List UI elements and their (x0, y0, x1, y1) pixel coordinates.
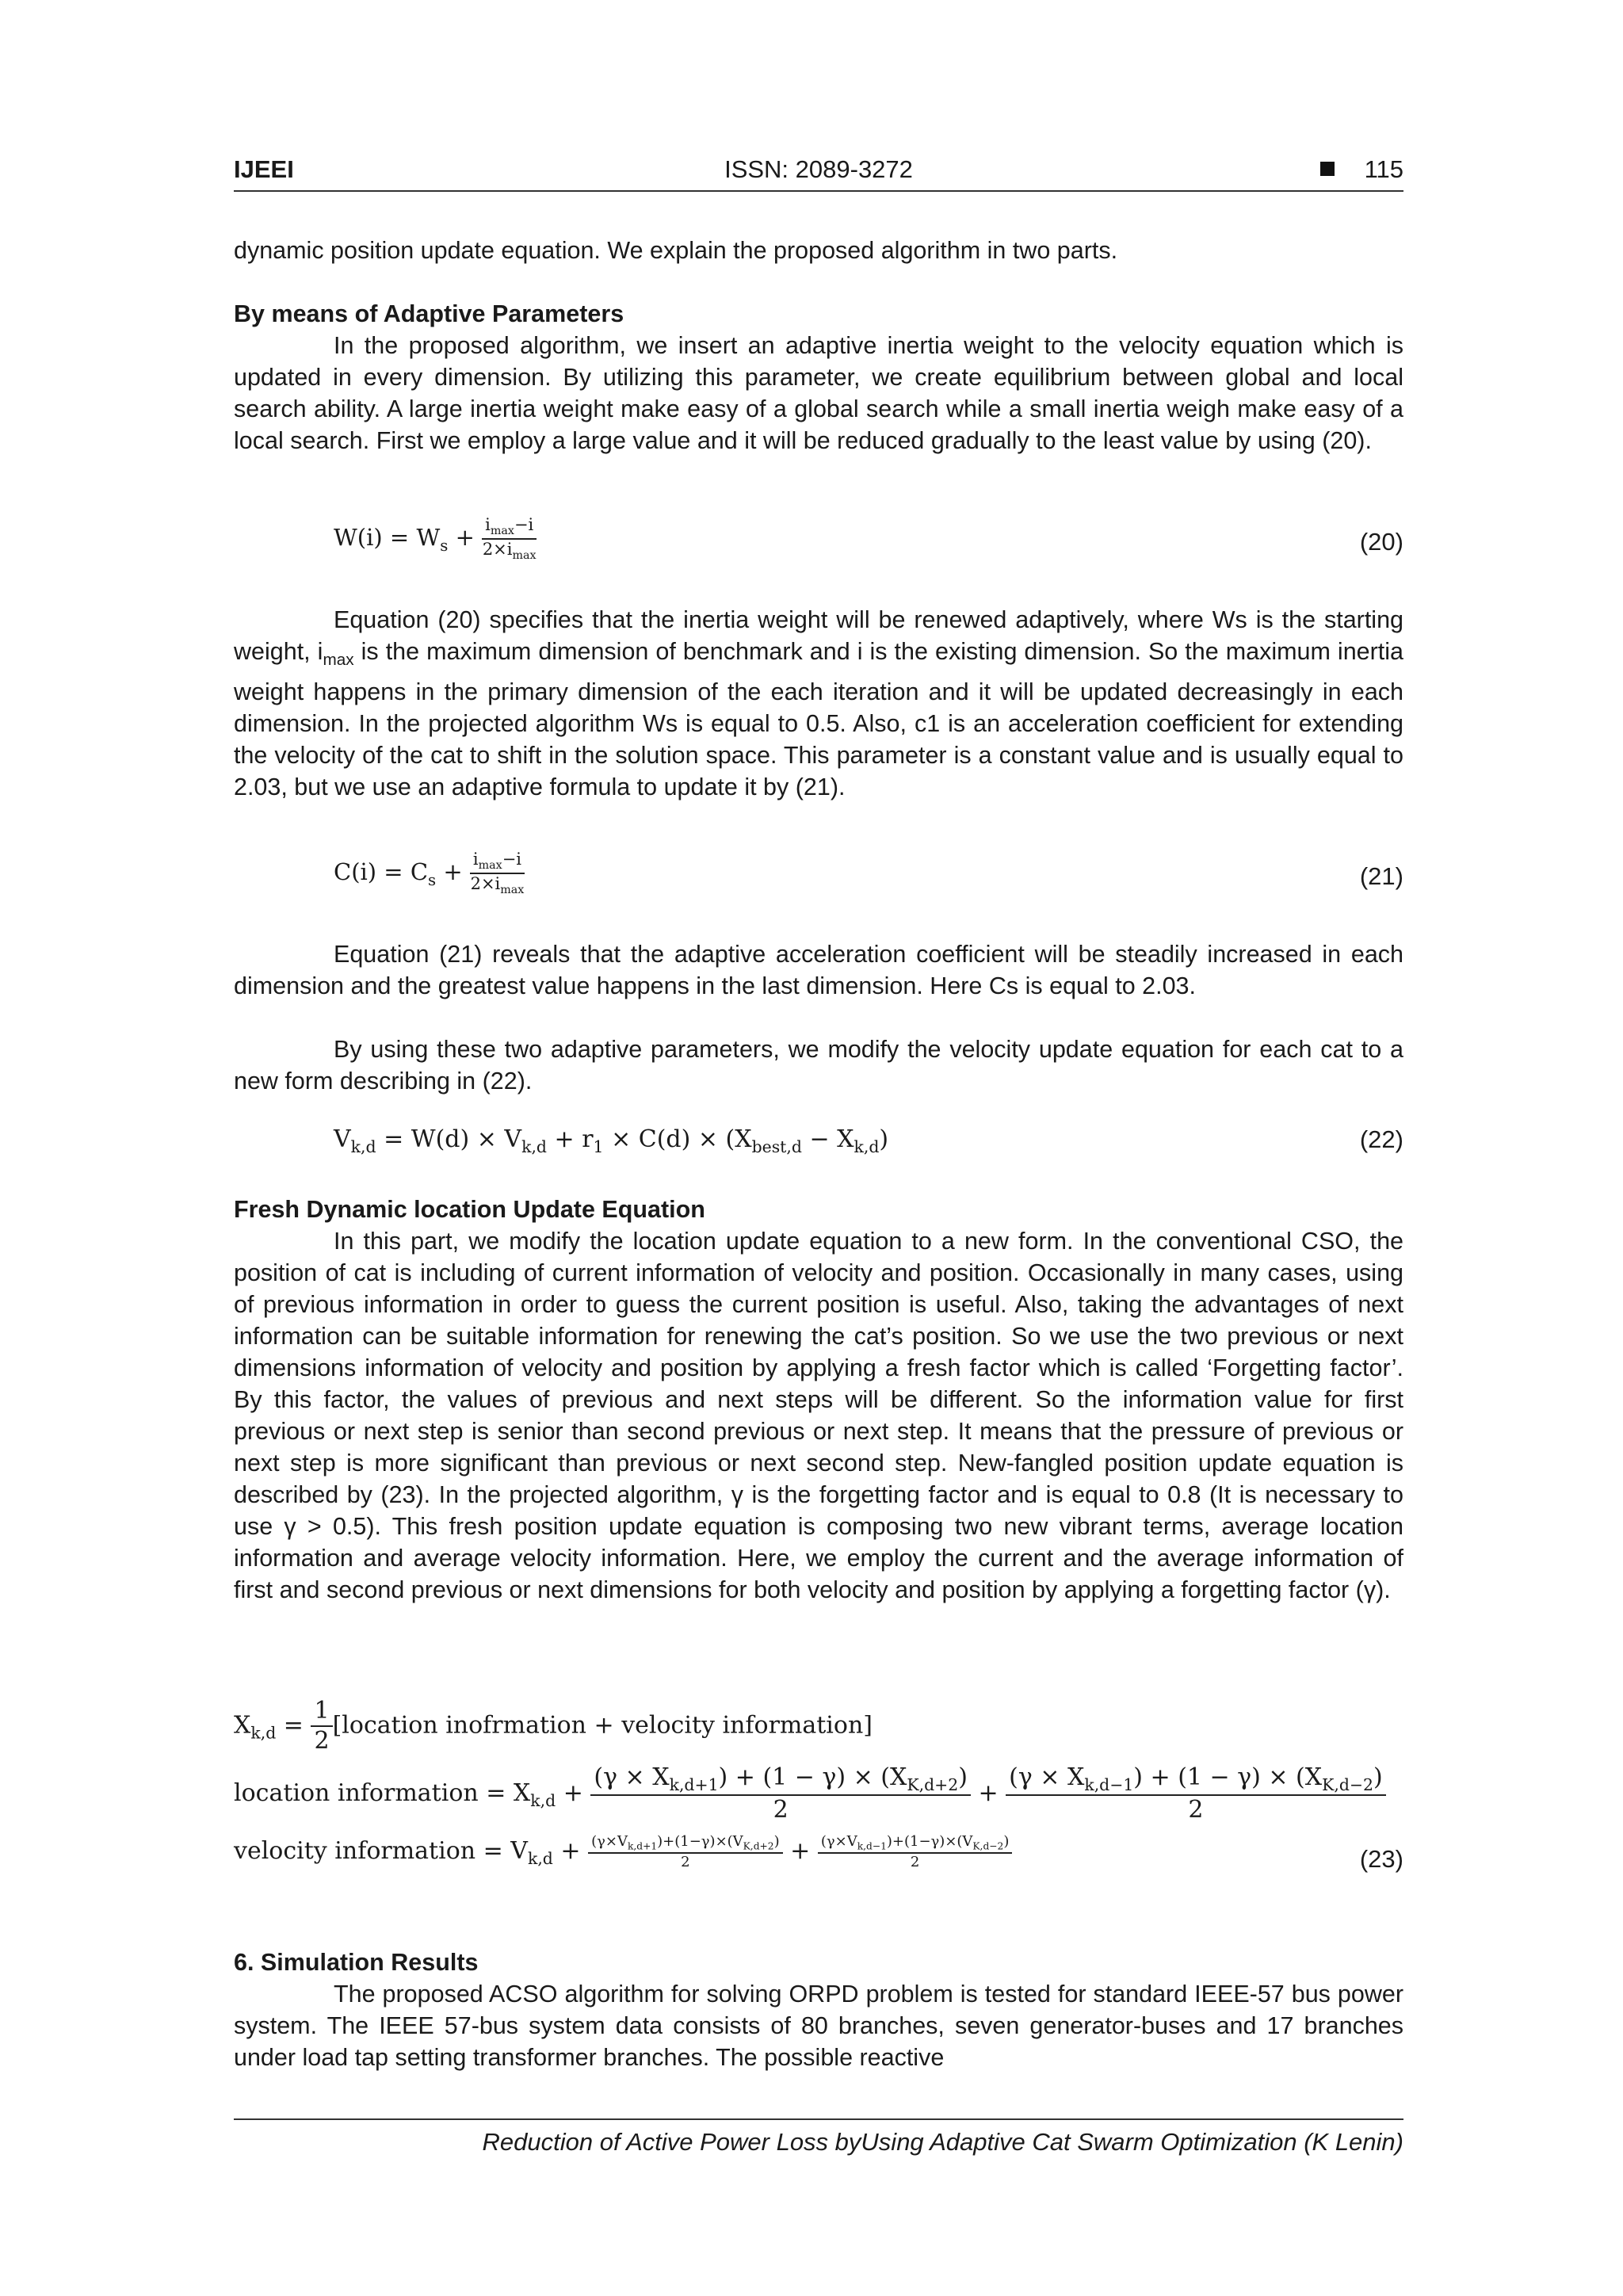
intro-text: dynamic position update equation. We explain the proposed algorithm in two parts. (234, 237, 1118, 264)
equation-23-line1: $X_{k,d}$ = $\frac{1}{2}$ [location inofrmation + velocity information] (234, 1697, 873, 1755)
equation-22-math: $V_{k,d} = W(d) \times V_{k,d} + r_1 \times C(d) \times (X_{best,d} - X_{k,d})$ (334, 1125, 889, 1156)
footer-title: Reduction of Active Power Loss byUsing Adaptive Cat Swarm Optimization (K Lenin) (482, 2128, 1403, 2156)
issn: ISSN: 2089-3272 (724, 155, 913, 183)
square-bullet-icon (1320, 162, 1335, 176)
journal-name: IJEEI (234, 155, 294, 183)
paragraph: The proposed ACSO algorithm for solving ORPD problem is tested for standard IEEE-57 bus power system. The IEEE 57-bus system data consists of 80 branches, seven generator-buses and 17 branches under load tap setting transformer branches. The possible reactive (234, 1981, 1403, 2071)
equation-number: (23) (1359, 1845, 1403, 1873)
equation-21-math: $C(i) = C_s$ + $\frac{i_{max}-i}{2\times i_{max}}$ (334, 850, 525, 896)
equation-23-line2: location information = $X_{k,d}$ + $\frac{(\gamma \times X_{k,d+1}) + (1 - \gamma) \times (X_{K,d+2})}{2}$ + $\frac{(\gamma \times X_{k,d-1}) + (1 - \gamma) \times (X_{K,d-2})}{2}$ (234, 1764, 1386, 1824)
section-heading-adaptive: By means of Adaptive Parameters (234, 300, 624, 327)
paper-page (234, 0, 1403, 2296)
section-heading-simulation: 6. Simulation Results (234, 1949, 479, 1976)
paragraph: In the proposed algorithm, we insert an adaptive inertia weight to the velocity equation which is updated in every dimension. By utilizing this parameter, we create equilibrium between global and local search ability. A large inertia weight make easy of a global search while a small inertia weigh make easy of a local search. First we employ a large value and it will be reduced gradually to the least value by using (20). (234, 332, 1403, 454)
page-footer (234, 2118, 1403, 2157)
paragraph: By using these two adaptive parameters, we modify the velocity update equation for each cat to a new form describing in (22). (234, 1036, 1403, 1095)
equation-number: (20) (1359, 528, 1403, 556)
equation-number: (22) (1359, 1125, 1403, 1153)
paragraph: Equation (20) specifies that the inertia weight will be renewed adaptively, where Ws is the starting weight, $i_{max}$ is the maximum dimension of benchmark and i is the existing dimension. So the maximum inertia weight happens in the primary dimension of the each iteration and it will be updated decreasingly in each dimension. In the projected algorithm Ws is equal to 0.5. Also, c1 is an acceleration coefficient for extending the velocity of the cat to shift in the solution space. This parameter is a constant value and is usually equal to 2.03, but we use an adaptive formula to update it by (21). (234, 606, 1403, 801)
equation-20-math: $W(i) = W_s$ + $\frac{i_{max}-i}{2\times i_{max}}$ (334, 515, 537, 562)
page-number: 115 (1364, 155, 1403, 183)
equation-23-line3: velocity information = $V_{k,d}$ + $\frac{(\gamma\times V_{k,d+1})+(1-\gamma)\times(V_{K,d+2})}{2}$ + $\frac{(\gamma\times V_{k,d-1})+(1-\gamma)\times(V_{K,d-2})}{2}$ (234, 1834, 1012, 1870)
page-header (234, 155, 1403, 192)
paragraph: In this part, we modify the location update equation to a new form. In the conventional CSO, the position of cat is including of current information of velocity and position. Occasionally in many cases, using of previous information in order to guess the current position is useful. Also, taking the advantages of next information can be suitable information for renewing the cat’s position. So we use the two previous or next dimensions information of velocity and position by applying a fresh factor which is called ‘Forgetting factor’. By this factor, the values of previous and next steps will be different. So the information value for first previous or next step is senior than second previous or next step. It means that the pressure of previous or next step is more significant than previous or next second step. New-fangled position update equation is described by (23). In the projected algorithm, γ is the forgetting factor and is equal to 0.8 (It is necessary to use γ > 0.5). This fresh position update equation is composing two new vibrant terms, average location information and average velocity information. Here, we employ the current and the average information of first and second previous or next dimensions for both velocity and position by applying a forgetting factor (γ). (234, 1228, 1403, 1603)
equation-23 (234, 1698, 1403, 1904)
paragraph: Equation (21) reveals that the adaptive acceleration coefficient will be steadily increased in each dimension and the greatest value happens in the last dimension. Here Cs is equal to 2.03. (234, 941, 1403, 999)
equation-number: (21) (1359, 862, 1403, 890)
page-number-block (1320, 155, 1403, 184)
section-heading-fresh: Fresh Dynamic location Update Equation (234, 1196, 705, 1223)
